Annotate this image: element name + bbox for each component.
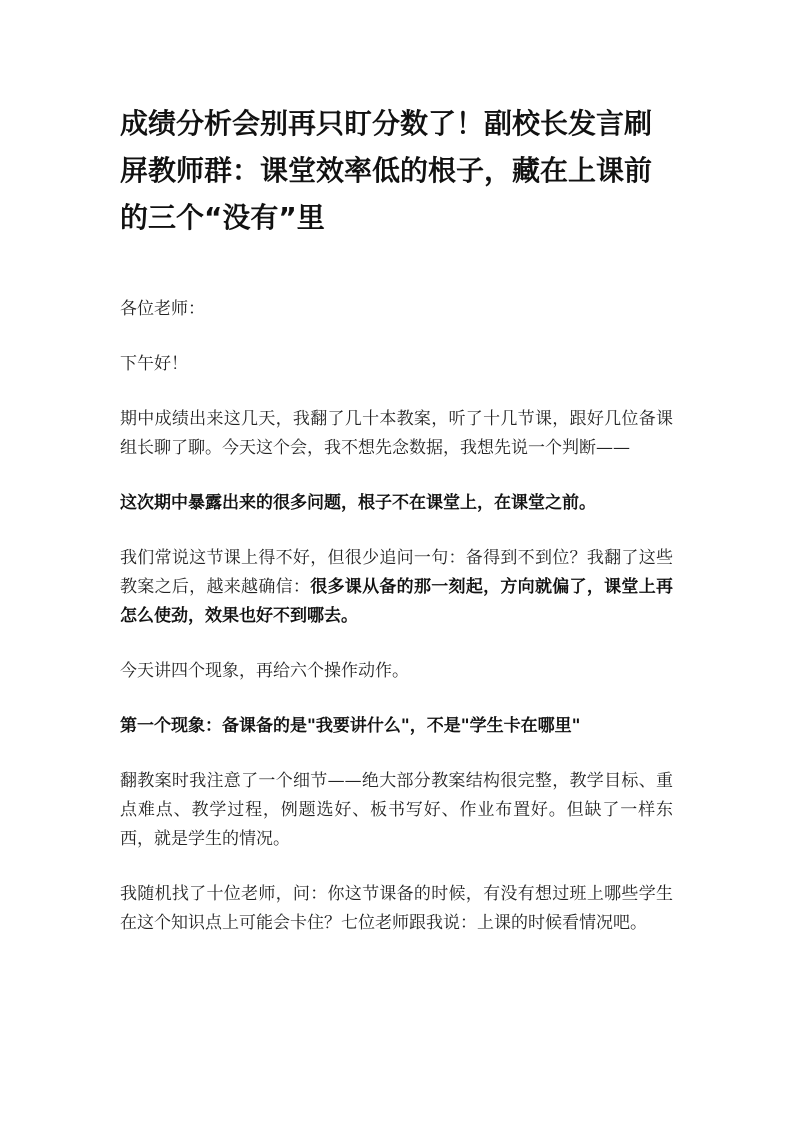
paragraph-outline: 今天讲四个现象，再给六个操作动作。 — [120, 661, 409, 681]
paragraph-intro: 期中成绩出来这几天，我翻了几十本教案，听了十几节课，跟好几位备课组长聊了聊。今天这个会，我不想先念数据，我想先说一个判断—— — [120, 409, 673, 458]
paragraph-preparation-text: 我们常说这节课上得不好，但很少追问一句：备得到不到位？我翻了这些教案之后，越来越确信： — [120, 548, 673, 597]
salutation: 各位老师： — [120, 299, 205, 319]
document-title: 成绩分析会别再只盯分数了！副校长发言刷屏教师群：课堂效率低的根子，藏在上课前的三个“没有”里 — [120, 107, 653, 234]
paragraph-preparation — [120, 544, 673, 631]
paragraph-preparation-emphasis: 很多课从备的那一刻起，方向就偏了，课堂上再怎么使劲，效果也好不到哪去。 — [120, 577, 674, 626]
paragraph-lesson-plan-detail: 翻教案时我注意了一个细节——绝大部分教案结构很完整，教学目标、重点难点、教学过程，例题选好、板书写好、作业布置好。但缺了一样东西，就是学生的情况。 — [120, 771, 673, 849]
greeting: 下午好！ — [120, 354, 188, 374]
paragraph-key-judgment: 这次期中暴露出来的很多问题，根子不在课堂上，在课堂之前。 — [120, 493, 596, 513]
paragraph-teacher-survey: 我随机找了十位老师，问：你这节课备的时候，有没有想过班上哪些学生在这个知识点上可能会卡住？七位老师跟我说：上课的时候看情况吧。 — [120, 884, 673, 933]
section-heading-first-phenomenon: 第一个现象：备课备的是"我要讲什么"，不是"学生卡在哪里" — [120, 716, 581, 736]
